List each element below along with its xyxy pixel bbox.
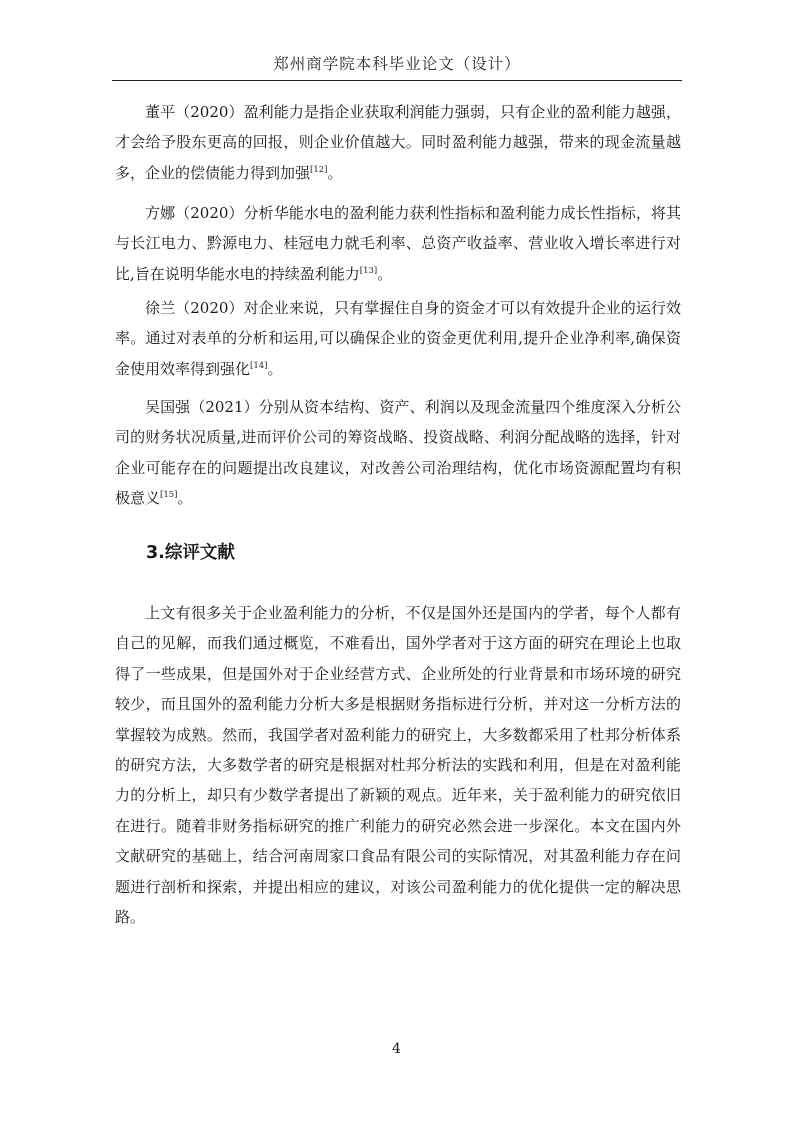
paragraph-end: 。 [327, 163, 343, 182]
citation-ref: [12] [310, 164, 328, 175]
citation-ref: [14] [250, 360, 268, 371]
paragraph-wu-guoqiang [115, 392, 681, 514]
page-header: 郑州商学院本科毕业论文（设计） [273, 55, 521, 73]
paragraph-end: 。 [377, 264, 393, 283]
header-rule [112, 80, 682, 81]
section-heading: 3.综评文献 [146, 543, 235, 563]
page-number: 4 [392, 1041, 401, 1057]
citation-ref: [15] [160, 490, 178, 501]
paragraph-end: 。 [177, 489, 193, 508]
citation-ref: [13] [359, 265, 378, 276]
paragraph-text: 董平（2020）盈利能力是指企业获取利润能力强弱，只有企业的盈利能力越强，才会给予股东更高的回报，则企业价值越大。同时盈利能力越强，带来的现金流量越多，企业的偿债能力得到加强 [115, 103, 681, 182]
paragraph-text: 方娜（2020）分析华能水电的盈利能力获利性指标和盈利能力成长性指标，将其与长江电力、黔源电力、桂冠电力就毛利率、总资产收益率、营业收入增长率进行对比,旨在说明华能水电的持续盈利能力 [115, 204, 681, 283]
paragraph-end: 。 [267, 359, 283, 378]
paragraph-dong-ping [115, 97, 681, 188]
paragraph-text: 徐兰（2020）对企业来说，只有掌握住自身的资金才可以有效提升企业的运行效率。通过对表单的分析和运用,可以确保企业的资金更优利用,提升企业净利率,确保资金使用效率得到强化 [115, 299, 681, 378]
paragraph-xu-lan [115, 293, 681, 384]
paragraph-review: 上文有很多关于企业盈利能力的分析，不仅是国外还是国内的学者，每个人都有自己的见解，而我们通过概览，不难看出，国外学者对于这方面的研究在理论上也取得了一些成果，但是国外对于企业经营方式、企业所处的行业背景和市场环境的研究较少，而且国外的盈利能力分析大多是根据财务指标进行分析，并对这一分析方法的掌握较为成熟。然而，我国学者对盈利能力的研究上，大多数都采用了杜邦分析体系的研究方法，大多数学者的研究是根据对杜邦分析法的实践和利用，但是在对盈利能力的分析上，却只有少数学者提出了新颖的观点。近年来，关于盈利能力的研究依旧在进行。随着非财务指标研究的推广利能力的研究必然会进一步深化。本文在国内外文献研究的基础上，结合河南周家口食品有限公司的实际情况，对其盈利能力存在问题进行剖析和探索，并提出相应的建议，对该公司盈利能力的优化提供一定的解决思路。 [115, 604, 681, 927]
paragraph-text: 吴国强（2021）分别从资本结构、资产、利润以及现金流量四个维度深入分析公司的财务状况质量,进而评价公司的筹资战略、投资战略、利润分配战略的选择，针对企业可能存在的问题提出改良建议，对改善公司治理结构，优化市场资源配置均有积极意义 [115, 398, 681, 508]
paragraph-fang-na [115, 198, 681, 289]
